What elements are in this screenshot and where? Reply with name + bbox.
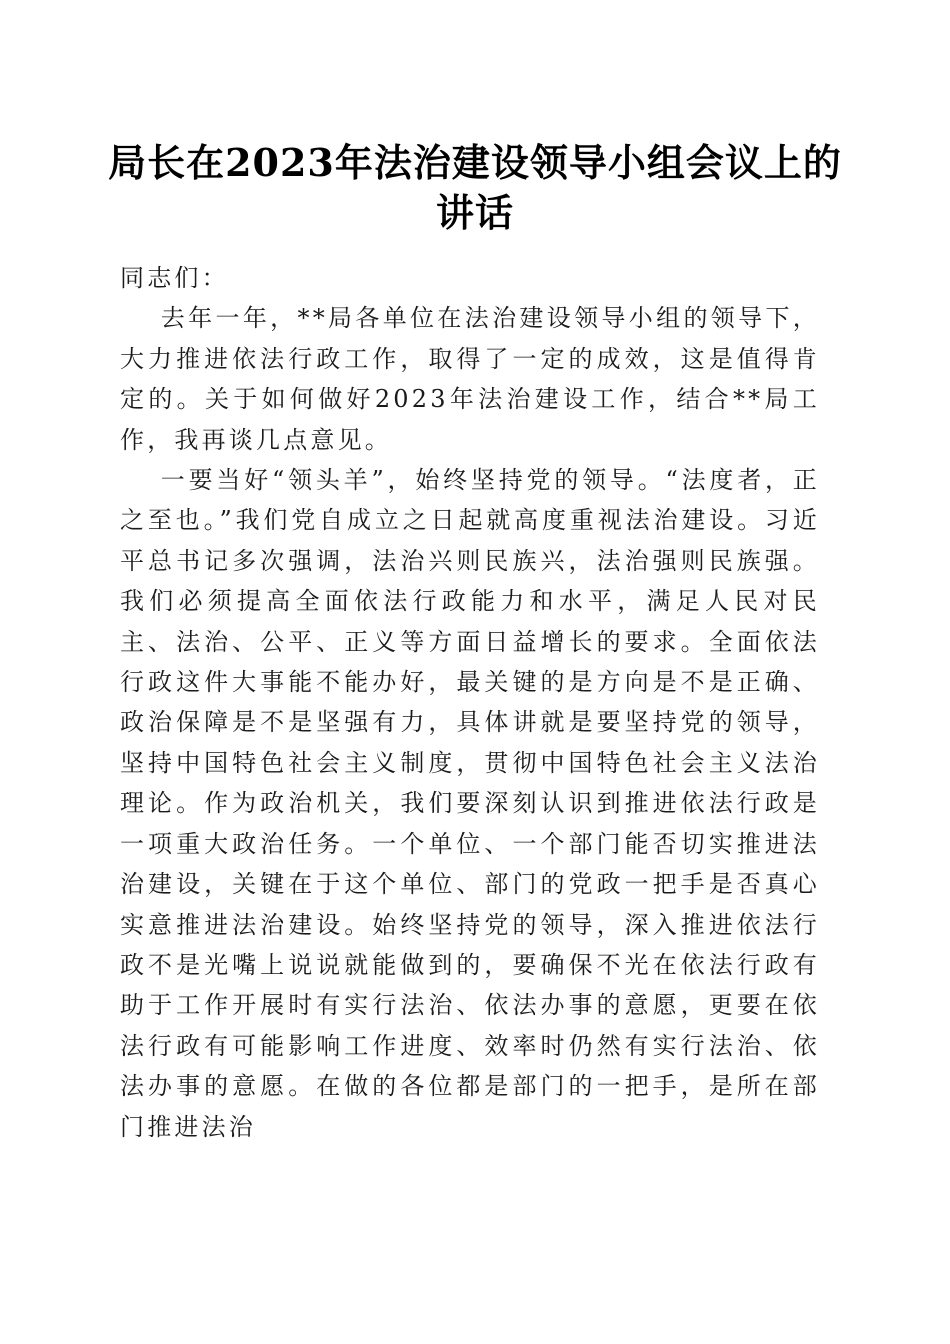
document-title: 局长在2023年法治建设领导小组会议上的讲话 bbox=[108, 140, 842, 235]
salutation: 同志们： bbox=[120, 264, 229, 292]
paragraph-intro: 去年一年，**局各单位在法治建设领导小组的领导下，大力推进依法行政工作，取得了一定的成效，这是值得肯定的。关于如何做好2023年法治建设工作，结合**局工作，我再谈几点意见。 bbox=[120, 304, 820, 454]
paragraph-party-leadership: 一要当好“领头羊”，始终坚持党的领导。“法度者，正之至也。”我们党自成立之日起就高度重视法治建设。习近平总书记多次强调，法治兴则民族兴，法治强则民族强。我们必须提高全面依法行政能力和水平，满足人民对民主、法治、公平、正义等方面日益增长的要求。全面依法行政这件大事能不能办好，最关键的是方向是不是正确、政治保障是不是坚强有力，具体讲就是要坚持党的领导，坚持中国特色社会主义制度，贯彻中国特色社会主义法治理论。作为政治机关，我们要深刻认识到推进依法行政是一项重大政治任务。一个单位、一个部门能否切实推进法治建设，关键在于这个单位、部门的党政一把手是否真心实意推进法治建设。始终坚持党的领导，深入推进依法行政不是光嘴上说说就能做到的，要确保不光在依法行政有助于工作开展时有实行法治、依法办事的意愿，更要在依法行政有可能影响工作进度、效率时仍然有实行法治、依法办事的意愿。在做的各位都是部门的一把手，是所在部门推进法治 bbox=[120, 466, 820, 1141]
document-body bbox=[120, 258, 820, 1147]
